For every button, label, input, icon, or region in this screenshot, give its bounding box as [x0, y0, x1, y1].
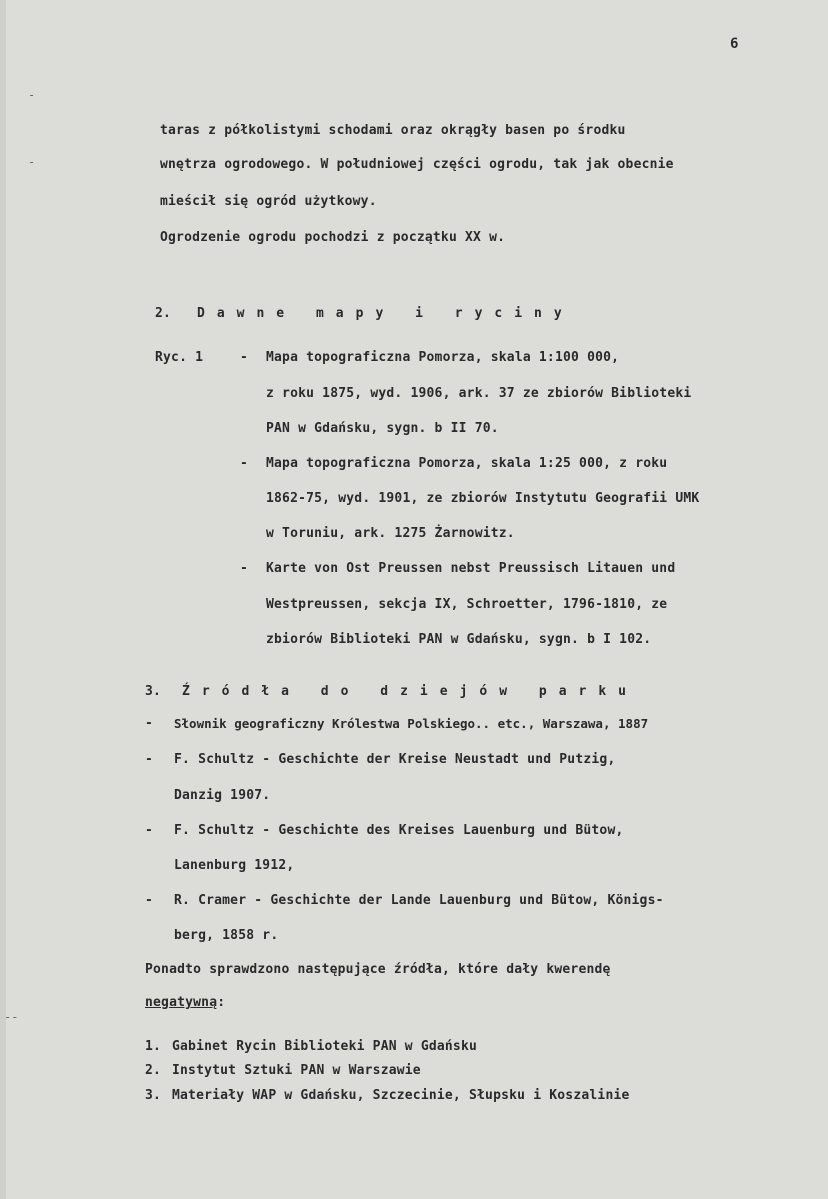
- numbered-num: 1.: [145, 1039, 162, 1054]
- list-dash: -: [145, 823, 154, 838]
- source-entry-line: R. Cramer - Geschichte der Lande Lauenburg und Bütow, Königs-: [174, 893, 664, 908]
- paragraph-line: Ogrodzenie ogrodu pochodzi z początku XX w.: [160, 230, 506, 245]
- page-number: 6: [730, 36, 739, 52]
- note-line-2: [145, 995, 225, 1010]
- map-entry-line: Mapa topograficzna Pomorza, skala 1:25 000, z roku: [266, 456, 668, 471]
- paragraph-line: mieścił się ogród użytkowy.: [160, 194, 377, 209]
- paragraph-line: taras z półkolistymi schodami oraz okrągły basen po środku: [160, 123, 626, 138]
- source-entry-line: berg, 1858 r.: [174, 928, 279, 943]
- numbered-item: Materiały WAP w Gdańsku, Szczecinie, Słupsku i Koszalinie: [172, 1088, 630, 1103]
- note-colon: :: [217, 995, 226, 1010]
- note-line: Ponadto sprawdzono następujące źródła, które dały kwerendę: [145, 962, 611, 977]
- map-entry-line: PAN w Gdańsku, sygn. b II 70.: [266, 421, 499, 436]
- section-number: 3.: [145, 684, 162, 699]
- margin-mark: -: [28, 155, 36, 169]
- margin-mark: --: [4, 1010, 19, 1024]
- section-title: Dawne mapy i ryciny: [197, 306, 574, 321]
- source-entry-line: Słownik geograficzny Królestwa Polskiego.. etc., Warszawa, 1887: [174, 716, 649, 731]
- map-entry-line: zbiorów Biblioteki PAN w Gdańsku, sygn. b I 102.: [266, 632, 652, 647]
- list-dash: -: [145, 893, 154, 908]
- figure-label: Ryc. 1: [155, 350, 204, 365]
- map-entry-line: 1862-75, wyd. 1901, ze zbiorów Instytutu Geografii UMK: [266, 491, 700, 506]
- list-dash: -: [145, 752, 154, 767]
- paragraph-line: wnętrza ogrodowego. W południowej części ogrodu, tak jak obecnie: [160, 157, 674, 172]
- numbered-item: Instytut Sztuki PAN w Warszawie: [172, 1063, 421, 1078]
- map-entry-line: Karte von Ost Preussen nebst Preussisch Litauen und: [266, 561, 676, 576]
- section-number: 2.: [155, 306, 172, 321]
- numbered-num: 2.: [145, 1063, 162, 1078]
- map-entry-line: Westpreussen, sekcja IX, Schroetter, 1796-1810, ze: [266, 597, 668, 612]
- source-entry-line: Lanenburg 1912,: [174, 858, 295, 873]
- source-entry-line: Danzig 1907.: [174, 788, 271, 803]
- map-entry-line: Mapa topograficzna Pomorza, skala 1:100 000,: [266, 350, 620, 365]
- list-dash: -: [240, 456, 249, 471]
- underlined-word: negatywną: [145, 995, 218, 1010]
- source-entry-line: F. Schultz - Geschichte der Kreise Neustadt und Putzig,: [174, 752, 616, 767]
- list-dash: -: [240, 350, 249, 365]
- numbered-num: 3.: [145, 1088, 162, 1103]
- map-entry-line: w Toruniu, ark. 1275 Żarnowitz.: [266, 526, 515, 541]
- numbered-item: Gabinet Rycin Biblioteki PAN w Gdańsku: [172, 1039, 478, 1054]
- list-dash: -: [240, 561, 249, 576]
- map-entry-line: z roku 1875, wyd. 1906, ark. 37 ze zbiorów Biblioteki: [266, 386, 692, 401]
- list-dash: -: [145, 716, 154, 731]
- margin-mark: -: [28, 88, 36, 102]
- section-title: Źródła do dziejów parku: [182, 684, 639, 699]
- source-entry-line: F. Schultz - Geschichte des Kreises Lauenburg und Bütow,: [174, 823, 624, 838]
